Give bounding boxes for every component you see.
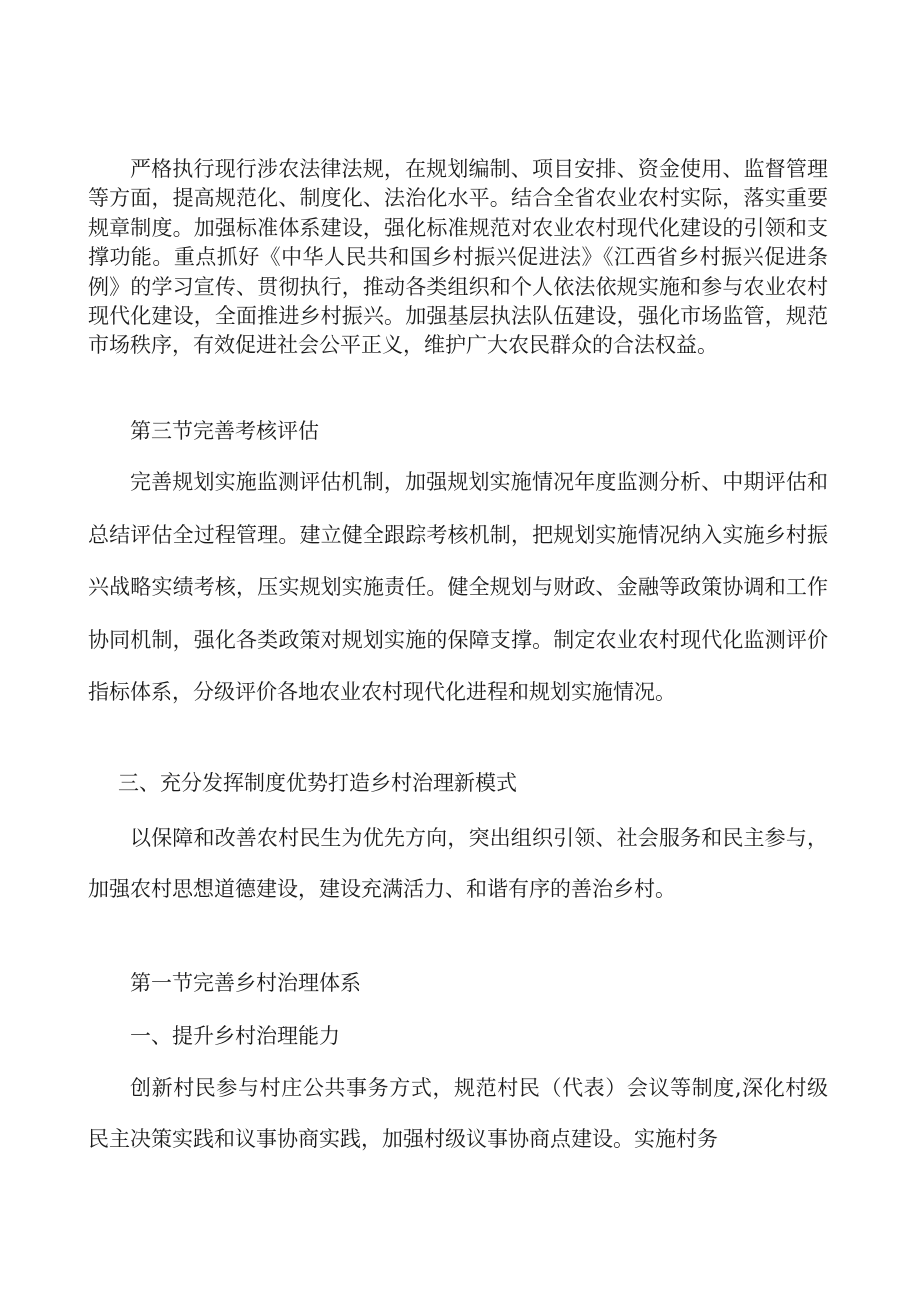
paragraph-legal-enforcement: 严格执行现行涉农法律法规，在规划编制、项目安排、资金使用、监督管理等方面，提高规范化、制度化、法治化水平。结合全省农业农村实际，落实重要规章制度。加强标准体系建设，强化标准规范对农业农村现代化建设的引领和支撑功能。重点抓好《中华人民共和国乡村振兴促进法》《江西省乡村振兴促进条例》的学习宣传、贯彻执行，推动各类组织和个人依法依规实施和参与农业农村现代化建设，全面推进乡村振兴。加强基层执法队伍建设，强化市场监管，规范市场秩序，有效促进社会公平正义，维护广大农民群众的合法权益。 — [88, 157, 828, 358]
paragraph-governance-intro: 以保障和改善农村民生为优先方向，突出组织引领、社会服务和民主参与，加强农村思想道德建设，建设充满活力、和谐有序的善治乡村。 — [88, 826, 828, 901]
part-heading-rural-governance: 三、充分发挥制度优势打造乡村治理新模式 — [118, 771, 517, 795]
paragraph-villager-participation: 创新村民参与村庄公共事务方式，规范村民（代表）会议等制度,深化村级民主决策实践和议事协商实践，加强村级议事协商点建设。实施村务 — [88, 1076, 828, 1151]
section-heading-assessment: 第三节完善考核评估 — [130, 419, 319, 443]
paragraph-monitoring-evaluation: 完善规划实施监测评估机制，加强规划实施情况年度监测分析、中期评估和总结评估全过程管理。建立健全跟踪考核机制，把规划实施情况纳入实施乡村振兴战略实绩考核，压实规划实施责任。健全规划与财政、金融等政策协调和工作协同机制，强化各类政策对规划实施的保障支撑。制定农业农村现代化监测评价指标体系，分级评价各地农业农村现代化进程和规划实施情况。 — [88, 470, 828, 705]
subsection-heading-governance-capacity: 一、提升乡村治理能力 — [130, 1024, 340, 1048]
section-heading-governance-system: 第一节完善乡村治理体系 — [130, 971, 361, 995]
